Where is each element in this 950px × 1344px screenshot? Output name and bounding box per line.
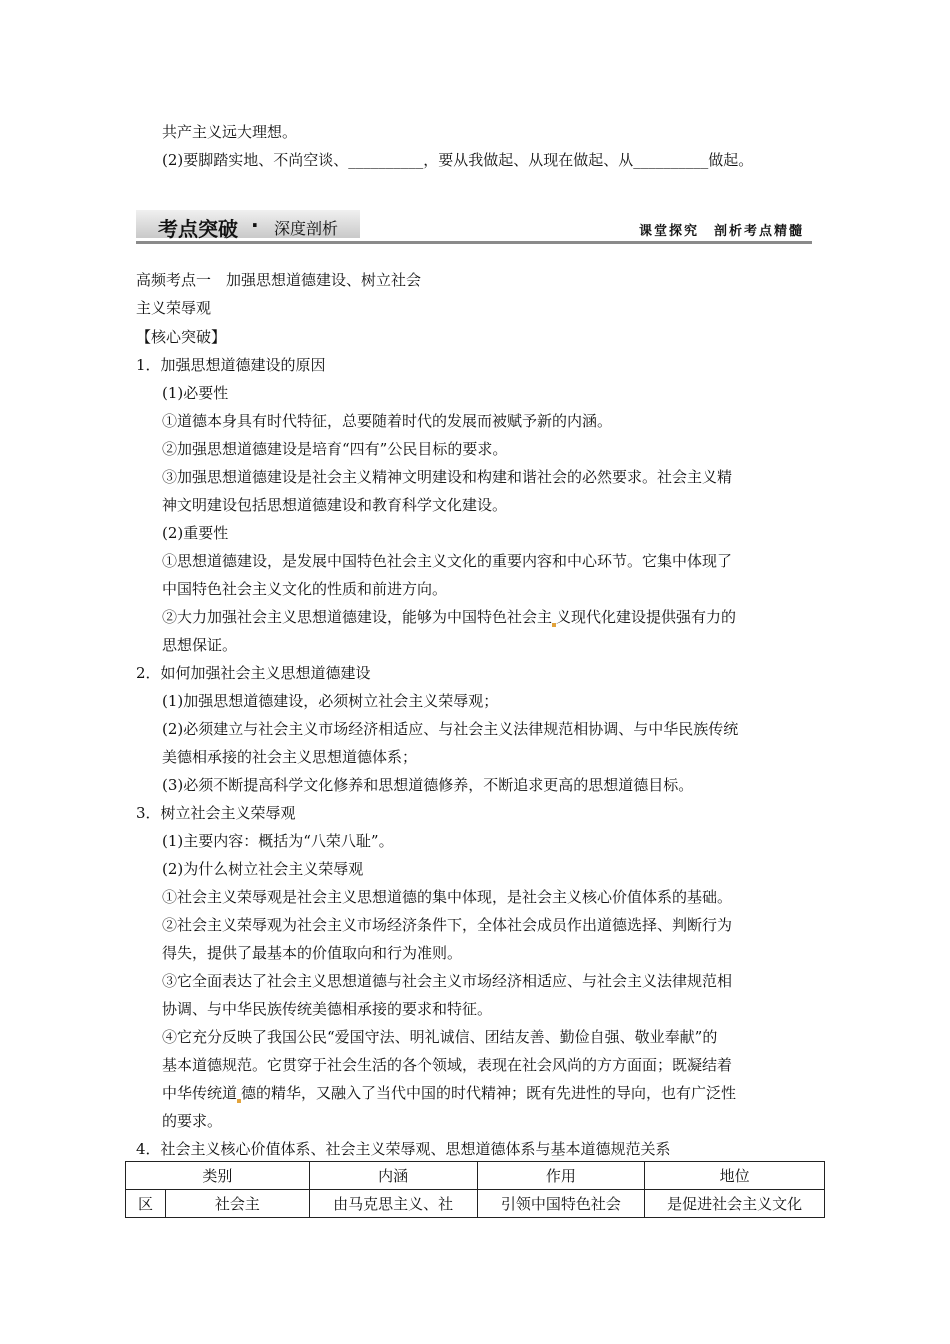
s1-b2a-part1: ②大力加强社会主义思想道德建设，能够为中国特色社会主 — [162, 608, 553, 626]
topic-line-1: 高频考点一 加强思想道德建设、树立社会 — [136, 271, 422, 289]
intro-line-1: 共产主义远大理想。 — [162, 123, 298, 141]
table-header-cell: 类别 — [126, 1162, 310, 1190]
s3-i2: (2)为什么树立社会主义荣辱观 — [162, 860, 364, 878]
s3-c4d: 的要求。 — [162, 1112, 223, 1130]
s1-b1a: ①思想道德建设，是发展中国特色社会主义文化的重要内容和中心环节。它集中体现了 — [162, 552, 733, 570]
s3-c2a: ②社会主义荣辱观为社会主义市场经济条件下，全体社会成员作出道德选择、判断行为 — [162, 916, 733, 934]
s1-a1: ①道德本身具有时代特征，总要随着时代的发展而被赋予新的内涵。 — [162, 412, 613, 430]
s2-i2b: 美德相承接的社会主义思想道德体系； — [162, 748, 418, 766]
s1-p2: (2)重要性 — [162, 524, 229, 542]
s2-i3: (3)必须不断提高科学文化修养和思想道德修养，不断追求更高的思想道德目标。 — [162, 776, 694, 794]
s3-c2b: 得失，提供了最基本的价值取向和行为准则。 — [162, 944, 463, 962]
banner-right-text: 课堂探究 剖析考点精髓 — [638, 224, 804, 239]
table-header-cell: 地位 — [645, 1162, 825, 1190]
table-row — [126, 1190, 825, 1218]
table-header-row — [126, 1162, 825, 1190]
intro-line-2: (2)要脚踏实地、不尚空谈、__________，要从我做起、从现在做起、从__________做起。 — [162, 151, 754, 169]
s2-i1: (1)加强思想道德建设，必须树立社会主义荣辱观； — [162, 692, 499, 710]
s3-c4c-part2: 德的精华，又融入了当代中国的时代精神；既有先进性的导向，也有广泛性 — [241, 1084, 737, 1102]
s3-c3b: 协调、与中华民族传统美德相承接的要求和特征。 — [162, 1000, 493, 1018]
core-heading: 【核心突破】 — [136, 328, 227, 346]
topic-line-2: 主义荣辱观 — [136, 299, 212, 317]
s3-c4a: ④它充分反映了我国公民“爱国守法、明礼诚信、团结友善、勤俭自强、敬业奉献”的 — [162, 1028, 718, 1046]
table-cell: 是促进社会主义文化 — [645, 1190, 825, 1218]
section-banner — [136, 204, 812, 244]
s1-a3a: ③加强思想道德建设是社会主义精神文明建设和构建和谐社会的必然要求。社会主义精 — [162, 468, 733, 486]
s1-b2a-part2: 义现代化建设提供强有力的 — [556, 608, 737, 626]
table-cell: 由马克思主义、社 — [309, 1190, 477, 1218]
table-cell: 引领中国特色社会 — [477, 1190, 645, 1218]
relation-table — [125, 1161, 825, 1218]
s3-c4c-part1: 中华传统道 — [162, 1084, 238, 1102]
s3-c4c — [162, 1083, 736, 1103]
s3-i1: (1)主要内容：概括为“八荣八耻”。 — [162, 832, 394, 850]
banner-dot: · — [251, 213, 259, 237]
banner-subtitle: 深度剖析 — [274, 219, 339, 238]
s2-i2a: (2)必须建立与社会主义市场经济相适应、与社会主义法律规范相协调、与中华民族传统 — [162, 720, 739, 738]
table-header-cell: 作用 — [477, 1162, 645, 1190]
table-cell: 区 — [126, 1190, 166, 1218]
table-header-cell: 内涵 — [309, 1162, 477, 1190]
s3-c1: ①社会主义荣辱观是社会主义思想道德的集中体现，是社会主义核心价值体系的基础。 — [162, 888, 733, 906]
s2-heading: 2．如何加强社会主义思想道德建设 — [136, 664, 371, 682]
s1-p1: (1)必要性 — [162, 384, 229, 402]
s1-b2b: 思想保证。 — [162, 636, 238, 654]
s3-heading: 3．树立社会主义荣辱观 — [136, 804, 296, 822]
table-cell: 社会主 — [165, 1190, 309, 1218]
s1-b1b: 中国特色社会主义文化的性质和前进方向。 — [162, 580, 448, 598]
s1-heading: 1．加强思想道德建设的原因 — [136, 356, 326, 374]
s4-heading: 4．社会主义核心价值体系、社会主义荣辱观、思想道德体系与基本道德规范关系 — [136, 1140, 671, 1158]
s1-a2: ②加强思想道德建设是培育“四有”公民目标的要求。 — [162, 440, 508, 458]
s1-a3b: 神文明建设包括思想道德建设和教育科学文化建设。 — [162, 496, 508, 514]
s3-c3a: ③它全面表达了社会主义思想道德与社会主义市场经济相适应、与社会主义法律规范相 — [162, 972, 733, 990]
s1-b2a — [162, 607, 736, 627]
s3-c4b: 基本道德规范。它贯穿于社会生活的各个领域，表现在社会风尚的方方面面；既凝结着 — [162, 1056, 733, 1074]
banner-title: 考点突破 — [158, 217, 238, 241]
